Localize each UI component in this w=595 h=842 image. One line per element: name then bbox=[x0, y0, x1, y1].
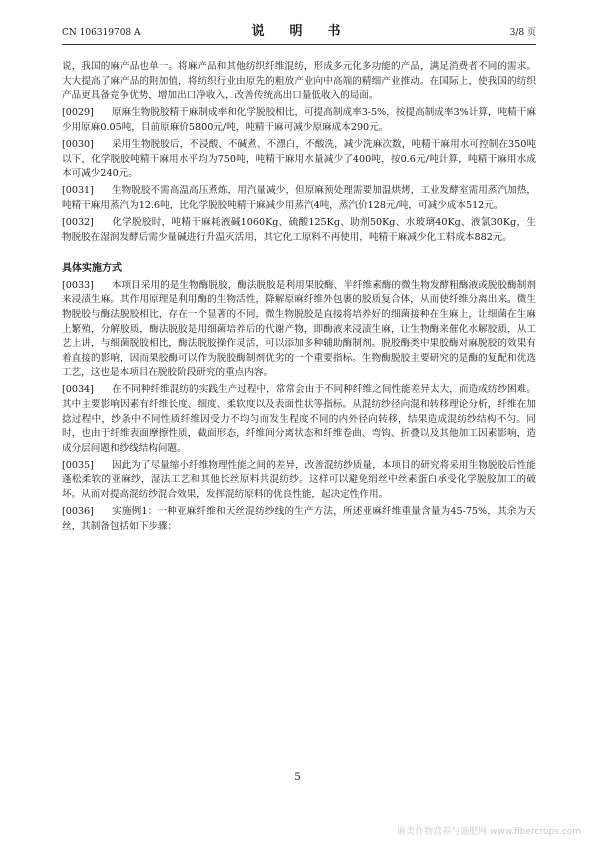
paragraph-text: 化学脱胶时，吨精干麻耗液碱1060Kg、硫酸125Kg、助剂50Kg、水玻璃40Kg、液氯30Kg，生物脱胶在湿润发酵后需少量碱进行升温灭活用，其它化工原料不再使用，吨精干麻减少化工料成本882元。 bbox=[62, 216, 536, 243]
page-header bbox=[62, 24, 536, 42]
paragraph-number: [0035] bbox=[62, 459, 94, 471]
paragraph-text: 在不同种纤维混纺的实践生产过程中，常常会由于不同种纤维之间性能差异太大，而造成纺纱困难。其中主要影响因素有纤维长度、细度、柔软度以及表面性状等指标。从混纺纱径向混和转移理论分析，纤维在加捻过程中，纱条中不同性质纤维因受力不均匀而发生程度不同的内外径向转移，结果造成混纺纱结构不匀。同时，也由于纤维表面摩擦性质，截面形态，纤维间分离状态和纤维卷曲、弯钩、折叠以及其他加工因素影响，造成分层问题和纱线结构问题。 bbox=[62, 384, 536, 454]
paragraph-number: [0029] bbox=[62, 107, 94, 119]
document-body bbox=[62, 60, 536, 537]
paragraph-text: 原麻生物脱胶精干麻制成率和化学脱胶相比，可提高制成率3-5%，按提高制成率3%计算，吨精干麻少用原麻0.05吨，目前原麻价5800元/吨，吨精干麻可减少原麻成本290元。 bbox=[62, 107, 536, 133]
paragraph-number: [0036] bbox=[62, 506, 94, 518]
paragraph-text: 说，我国的麻产品也单一。将麻产品和其他纺织纤维混纺，形成多元化多功能的产品，满足消费者不同的需求。大大提高了麻产品的附加值，将纺织行业由原先的粗放产业向中高端的精细产业推动。在国际上，使我国的纺织产品更具备竞争优势，增加出口净收入，改善传统高出口量低收入的局面。 bbox=[62, 61, 536, 102]
paragraph-0029 bbox=[62, 106, 536, 135]
page-number: 5 bbox=[294, 772, 301, 783]
paragraph-0032 bbox=[62, 216, 536, 245]
paragraph-text: 实施例1：一种亚麻纤维和天丝混纺纱线的生产方法，所述亚麻纤维重量含量为45-75%，其余为天丝，其制备包括如下步骤： bbox=[62, 506, 536, 532]
paragraph-number: [0031] bbox=[62, 185, 94, 197]
paragraph-0036 bbox=[62, 505, 536, 534]
paragraph-text: 本项目采用的是生物酶脱胶，酶法脱胶是利用果胶酶、半纤维素酶的微生物发酵粗酶液或脱胶酶制剂来浸渍生麻。其作用原理是利用酶的生物活性，降解原麻纤维外包裹的胶质复合体，从而使纤维分离出来。微生物脱胶与酶法脱胶相比，存在一个显著的不同，微生物脱胶是直接将培养好的细菌接种在生麻上，让细菌在生麻上繁殖，分解胶质，酶法脱胶是用细菌培养后的代谢产物，即酶液来浸渍生麻，让生物酶来催化水解胶质，从工艺上讲，与细菌脱胶相比，酶法脱胶操作灵活，可以添加多种辅助酶制剂。脱胶酶类中果胶酶对麻脱胶的效果有着直接的影响，因而果胶酶可以作为脱胶酶制剂优劣的一个重要指标。生物酶脱胶主要研究的是酶的复配和优选工艺，这也是本项目在脱胶阶段研究的重点内容。 bbox=[62, 279, 536, 379]
page-indicator: 3/8 页 bbox=[509, 28, 536, 38]
paragraph-0033 bbox=[62, 279, 536, 381]
paragraph-number: [0030] bbox=[62, 138, 94, 150]
paragraph-number: [0032] bbox=[62, 216, 94, 228]
paragraph-number: [0033] bbox=[62, 279, 94, 291]
document-title: 说 明 书 bbox=[251, 24, 347, 39]
site-watermark: 麻类作物营养与施肥网 www.fibercrops.com bbox=[397, 827, 581, 837]
paragraph-continued bbox=[62, 60, 536, 104]
paragraph-text: 生物脱胶不需高温高压煮炼，用汽量减少，但原麻预处理需要加温烘烤，工业发酵室需用蒸汽加热，吨精干麻用蒸汽为12.6吨，比化学脱胶吨精干麻减少用蒸汽4吨，蒸汽价128元/吨，可减少成本512元。 bbox=[62, 185, 536, 211]
paragraph-0030 bbox=[62, 138, 536, 182]
paragraph-0035 bbox=[62, 459, 536, 503]
paragraph-0031 bbox=[62, 184, 536, 213]
paragraph-text: 因此为了尽量缩小纤维物理性能之间的差异，改善混纺纱质量，本项目的研究将采用生物脱胶后性能蓬松柔软的亚麻纱，湿法工艺和其他长丝原料共混纺纱。这样可以避免绢丝中丝素蛋白承受化学脱胶加工的破坏。从而对提高混纺纱混合效果，发挥混纺原料的优良性能，起决定性作用。 bbox=[62, 459, 536, 501]
patent-number: CN 106319708 A bbox=[62, 28, 141, 38]
section-heading: 具体实施方式 bbox=[62, 263, 122, 275]
paragraph-0034 bbox=[62, 383, 536, 456]
header-divider bbox=[62, 44, 536, 45]
paragraph-text: 采用生物脱胶后，不浸酸、不碱煮、不漂白，不酸洗，减少洗麻次数，吨精干麻用水可控制在350吨以下，化学脱胶吨精干麻用水平均为750吨，吨精干麻用水量减少了400吨，按0.6元/吨计算，吨精干麻用水成本可减少240元。 bbox=[62, 138, 536, 180]
paragraph-number: [0034] bbox=[62, 384, 94, 396]
